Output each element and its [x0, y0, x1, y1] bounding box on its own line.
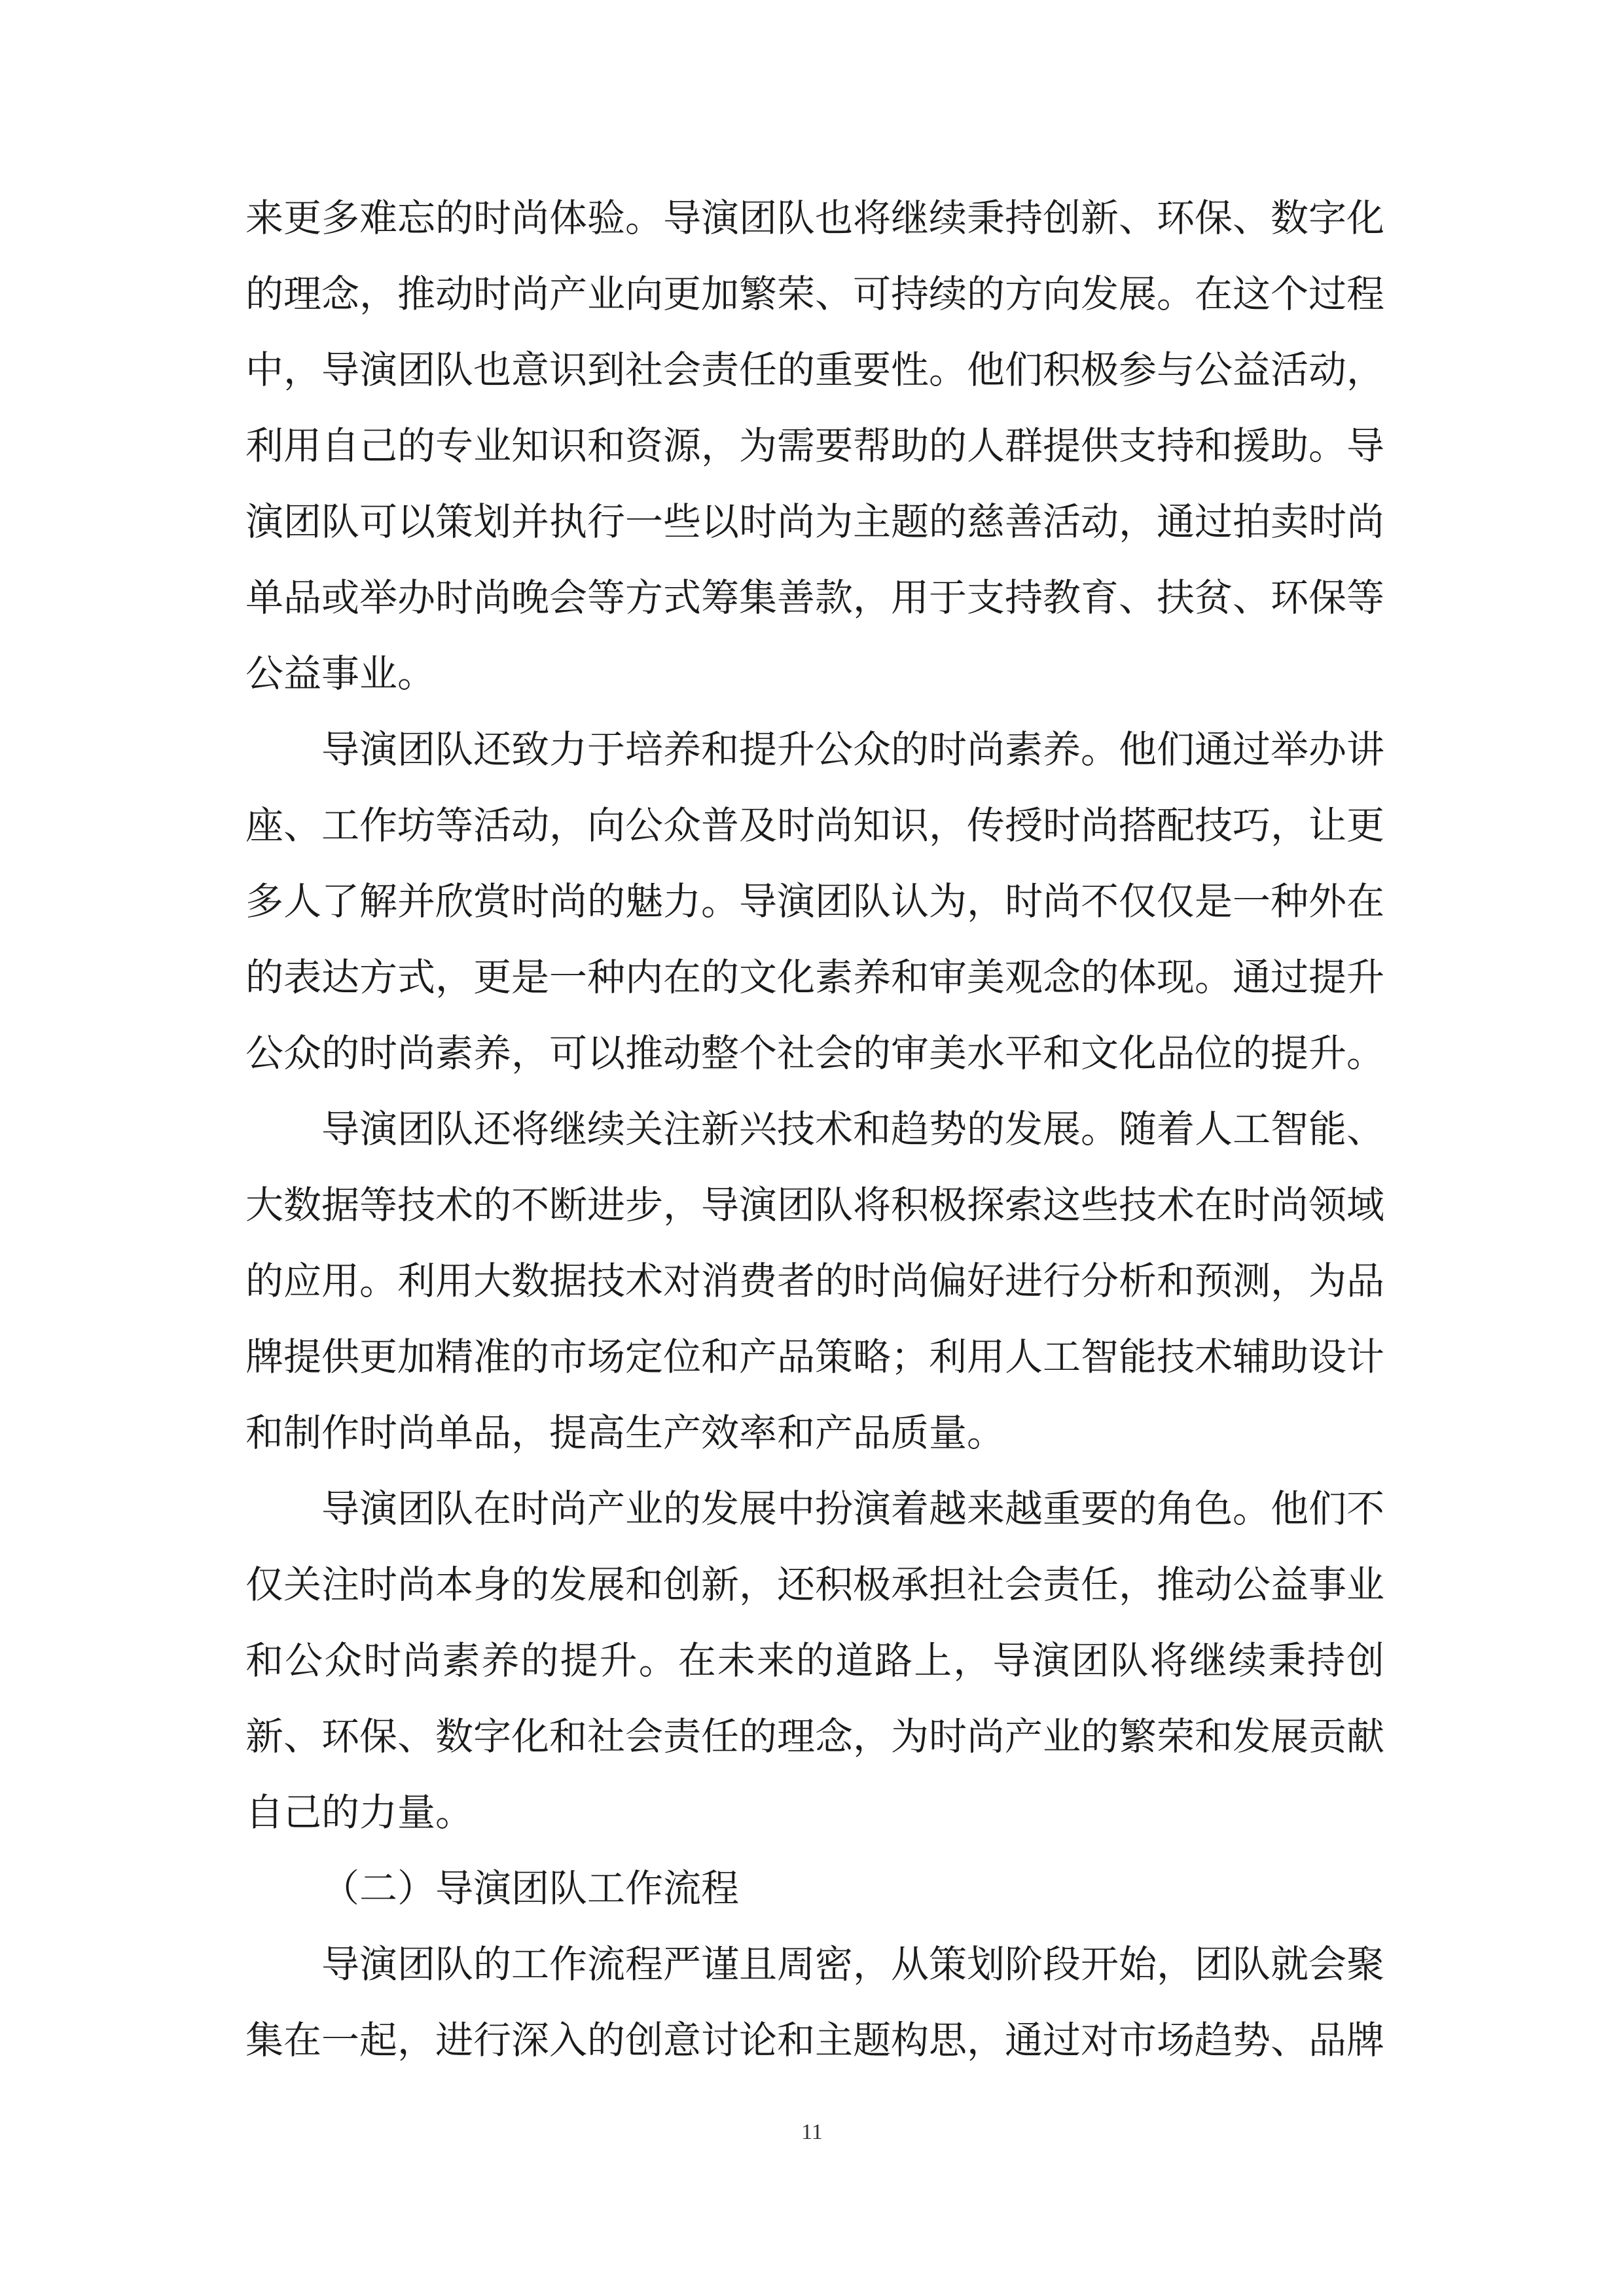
body-text [245, 180, 1384, 2078]
paragraph-4: 导演团队在时尚产业的发展中扮演着越来越重要的角色。他们不仅关注时尚本身的发展和创新，还积极承担社会责任，推动公益事业和公众时尚素养的提升。在未来的道路上，导演团队将继续秉持创新、环保、数字化和社会责任的理念，为时尚产业的繁荣和发展贡献自己的力量。 [245, 1486, 1385, 1835]
paragraph-3: 导演团队还将继续关注新兴技术和趋势的发展。随着人工智能、大数据等技术的不断进步，导演团队将积极探索这些技术在时尚领域的应用。利用大数据技术对消费者的时尚偏好进行分析和预测，为品牌提供更加精准的市场定位和产品策略；利用人工智能技术辅助设计和制作时尚单品，提高生产效率和产品质量。 [245, 1107, 1385, 1455]
section-subheading: （二）导演团队工作流程 [321, 1866, 740, 1910]
paragraph-2: 导演团队还致力于培养和提升公众的时尚素养。他们通过举办讲座、工作坊等活动，向公众普及时尚知识，传授时尚搭配技巧，让更多人了解并欣赏时尚的魅力。导演团队认为，时尚不仅仅是一种外在的表达方式，更是一种内在的文化素养和审美观念的体现。通过提升公众的时尚素养，可以推动整个社会的审美水平和文化品位的提升。 [245, 727, 1385, 1075]
page-number: 11 [801, 2120, 823, 2144]
paragraph-1: 来更多难忘的时尚体验。导演团队也将继续秉持创新、环保、数字化的理念，推动时尚产业向更加繁荣、可持续的方向发展。在这个过程中，导演团队也意识到社会责任的重要性。他们积极参与公益活动，利用自己的专业知识和资源，为需要帮助的人群提供支持和援助。导演团队可以策划并执行一些以时尚为主题的慈善活动，通过拍卖时尚单品或举办时尚晚会等方式筹集善款，用于支持教育、扶贫、环保等公益事业。 [245, 196, 1385, 696]
paragraph-5: 导演团队的工作流程严谨且周密，从策划阶段开始，团队就会聚集在一起，进行深入的创意讨论和主题构思，通过对市场趋势、品牌 [245, 1942, 1385, 2062]
